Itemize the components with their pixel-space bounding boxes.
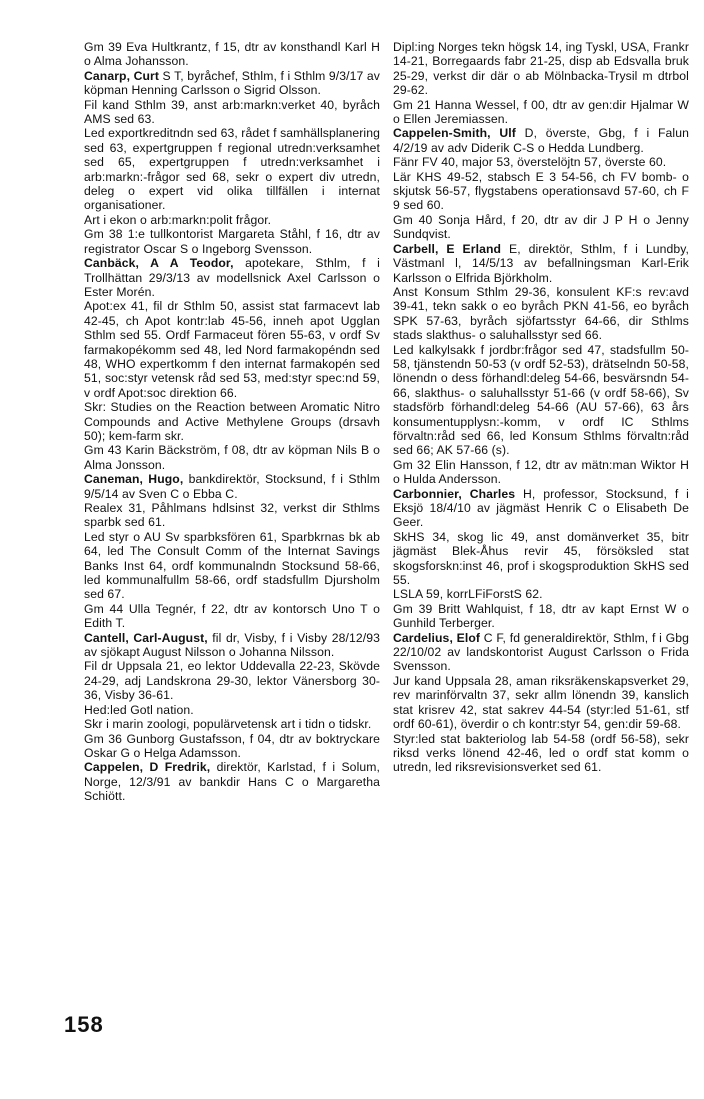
biography-paragraph [84, 443, 380, 472]
entry-text: Styr:led stat bakteriolog lab 54-58 (ordf 56-58), sekr riksd verks lönend 42-46, led o ordf stat komm o utredn, led riksrevisionsverket sed 61. [393, 731, 689, 775]
entry-name: Carbonnier, Charles [393, 486, 516, 501]
biography-paragraph [84, 227, 380, 256]
entry-text: Fil dr Uppsala 21, eo lektor Uddevalla 22-23, Skövde 24-29, adj Landskrona 29-30, lektor Vänersborg 30-36, Visby 36-61. [84, 659, 380, 703]
entry-text: Gm 39 Eva Hultkrantz, f 15, dtr av konsthandl Karl H o Alma Johansson. [84, 40, 380, 69]
page-number: 158 [64, 1012, 104, 1037]
entry-text: direktör, Karlstad, f i Solum, Norge, 12/3/91 av bankdir Hans C o Margaretha Schiött. [84, 760, 380, 804]
entry-name: Cardelius, Elof [393, 630, 481, 645]
entry-text: Realex 31, Påhlmans hdlsinst 32, verkst dir Sthlms sparbk sed 61. [84, 501, 380, 530]
entry-text: D, överste, Gbg, f i Falun 4/2/19 av adv Diderik C-S o Hedda Lundberg. [393, 126, 689, 155]
biography-paragraph [84, 501, 380, 530]
entry-text: H, professor, Stocksund, f i Eksjö 18/4/10 av jägmäst Henrik C o Elisabeth De Geer. [393, 486, 689, 530]
entry-text: Led styr o AU Sv sparbksfören 61, Sparbkrnas bk ab 64, led The Consult Comm of the Internat Savings Banks Inst 64, ordf kommunalndn Stocksund 58-66, led kommunalfullm 58-66, ordf stadsfullm Djursholm sed 67. [84, 529, 380, 602]
entry-text: Led exportkreditndn sed 63, rådet f samhällsplanering sed 63, expertgruppen f regional utredn:verksamhet sed 65, expertgruppen f utredn:verksamhet i arb:markn:-frågor sed 68, sekr o expert div utredn, deleg o expert vid olika tillfällen i internat organisationer. [84, 126, 380, 213]
entry-text: C F, fd generaldirektör, Sthlm, f i Gbg 22/10/02 av landskontorist August Carlsson o Frida Svensson. [393, 630, 689, 674]
entry-text: Gm 43 Karin Bäckström, f 08, dtr av köpman Nils B o Alma Jonsson. [84, 443, 380, 472]
entry-text: Skr: Studies on the Reaction between Aromatic Nitro Compounds and Active Methylene Groups (drsavh 50); kem-farm skr. [84, 400, 380, 443]
biography-paragraph [84, 717, 380, 731]
entry-text: Skr i marin zoologi, populärvetensk art i tidn o tidskr. [84, 717, 372, 732]
entry-name: Carbell, E Erland [393, 241, 502, 256]
biography-paragraph [84, 40, 380, 69]
biography-paragraph [393, 732, 689, 775]
entry-name: Caneman, Hugo, [84, 472, 184, 487]
entry-text: Lär KHS 49-52, stabsch E 3 54-56, ch FV bomb- o skjutsk 56-57, flygstabens operationsavd 57-60, ch F 9 sed 60. [393, 169, 689, 213]
entry-text: fil dr, Visby, f i Visby 28/12/93 av sjökapt August Nilsson o Johanna Nilsson. [84, 630, 380, 660]
biography-entry-heading [84, 631, 380, 660]
entry-text: Dipl:ing Norges tekn högsk 14, ing Tyskl, USA, Frankr 14-21, Borregaards fabr 21-25, disp ab Edsvalla bruk 25-29, verkst dir där o ab Mölnbacka-Trysil m dtrbol 29-62. [393, 40, 689, 98]
entry-text: Fil kand Sthlm 39, anst arb:markn:verket 40, byråch AMS sed 63. [84, 97, 380, 127]
biography-entry-heading [393, 487, 689, 530]
biography-paragraph [84, 213, 380, 227]
biography-paragraph [393, 155, 689, 169]
entry-text: Jur kand Uppsala 28, aman riksräkenskapsverket 29, rev marinförvaltn 37, sekr allm lönendn 39, kanslich stat krisrev 42, stat sakrev 44-54 (styr:led 51-61, stf ordf 60-61), överdir o ch kontr:styr 54, gen:dir 59-68. [393, 673, 689, 732]
entry-text: Gm 36 Gunborg Gustafsson, f 04, dtr av boktryckare Oskar G o Helga Adamsson. [84, 731, 380, 760]
biography-paragraph [84, 602, 380, 631]
entry-name: Canarp, Curt [84, 68, 160, 83]
entry-text: LSLA 59, korrLFiForstS 62. [393, 587, 543, 602]
entry-text: Gm 21 Hanna Wessel, f 00, dtr av gen:dir Hjalmar W o Ellen Jeremiassen. [393, 97, 689, 127]
biography-entry-heading [393, 631, 689, 674]
entry-text: Apot:ex 41, fil dr Sthlm 50, assist stat farmacevt lab 42-45, ch Apot kontr:lab 45-56, inneh apot Ugglan Sthlm sed 55. Ordf Farmaceut fören 55-63, v ordf Sv farmakopékomm sed 48, led Nord farmakopéndn sed 48, WHO expertkomm f den internat farmakopén sed 51, soc:styr vetensk råd sed 53, med:styr spec:nd 59, v ordf Apot:soc direktion 66. [84, 299, 380, 400]
right-column [393, 40, 689, 775]
biography-paragraph [84, 659, 380, 702]
biography-entry-heading [84, 69, 380, 98]
biography-paragraph [393, 213, 689, 242]
biography-paragraph [393, 40, 689, 98]
biography-paragraph [393, 285, 689, 343]
entry-text: Art i ekon o arb:markn:polit frågor. [84, 212, 272, 227]
entry-name: Cappelen, D Fredrik, [84, 760, 211, 775]
biography-paragraph [393, 458, 689, 487]
biography-paragraph [84, 530, 380, 602]
biography-paragraph [393, 343, 689, 458]
biography-paragraph [393, 530, 689, 588]
entry-text: Hed:led Gotl nation. [84, 702, 194, 717]
biography-entry-heading [393, 126, 689, 155]
biography-paragraph [84, 98, 380, 127]
entry-text: SkHS 34, skog lic 49, anst domänverket 35, bitr jägmäst Blek-Åhus revir 45, försöksled stat skogsforskn:inst 46, prof i skogsproduktion SkHS sed 55. [393, 529, 689, 588]
biography-entry-heading [393, 242, 689, 285]
entry-text: apotekare, Sthlm, f i Trollhättan 29/3/13 av modellsnick Axel Carlsson o Ester Morén. [84, 256, 380, 299]
biography-paragraph [393, 170, 689, 213]
left-column [84, 40, 380, 804]
entry-text: bankdirektör, Stocksund, f i Sthlm 9/5/14 av Sven C o Ebba C. [84, 472, 380, 501]
biography-entry-heading [84, 472, 380, 501]
entry-text: Gm 44 Ulla Tegnér, f 22, dtr av kontorsch Uno T o Edith T. [84, 601, 380, 631]
biography-entry-heading [84, 760, 380, 803]
entry-text: S T, byråchef, Sthlm, f i Sthlm 9/3/17 av köpman Henning Carlsson o Sigrid Olsson. [84, 68, 380, 98]
entry-name: Cantell, Carl-August, [84, 630, 208, 645]
entry-text: E, direktör, Sthlm, f i Lundby, Västmanl l, 14/5/13 av befallningsman Karl-Erik Karlsson o Elfrida Björkholm. [393, 241, 690, 285]
biography-paragraph [84, 299, 380, 400]
biography-paragraph [84, 732, 380, 761]
entry-text: Anst Konsum Sthlm 29-36, konsulent KF:s rev:avd 39-41, tekn sakk o eo byråch PKN 41-56, eo byråch SPK 57-63, byråch sjöfartsstyr 64-66, dir Sthlms stads slakthus- o saluhallsstyr sed 66. [393, 284, 689, 343]
biography-paragraph [393, 602, 689, 631]
biography-paragraph [393, 674, 689, 732]
entry-text: Led kalkylsakk f jordbr:frågor sed 47, stadsfullm 50-58, tjänstendn 50-53 (v ordf 52-53), drätselndn 50-58, lönendn o dess förhandl:deleg 54-66, besvärsndn 54-66, slakthus- o saluhallsstyr 51-66 (v ordf 58-66), Sv stadsförb förhandl:deleg 54-66 (AU 57-66), 63 års konsumentupplysn:-komm, v ordf IC Sthlms förvaltn:råd sed 66, led Konsum Sthlms förvaltn:råd sed 66; AK 57-66 (s). [393, 342, 689, 458]
biography-entry-heading [84, 256, 380, 299]
biography-paragraph [84, 400, 380, 443]
entry-text: Fänr FV 40, major 53, överstelöjtn 57, överste 60. [393, 155, 667, 170]
entry-name: Cappelen-Smith, Ulf [393, 126, 516, 141]
entry-text: Gm 40 Sonja Hård, f 20, dtr av dir J P H o Jenny Sundqvist. [393, 212, 689, 242]
entry-text: Gm 32 Elin Hansson, f 12, dtr av mätn:man Wiktor H o Hulda Andersson. [393, 457, 689, 487]
entry-text: Gm 39 Britt Wahlquist, f 18, dtr av kapt Ernst W o Gunhild Terberger. [393, 601, 689, 631]
entry-text: Gm 38 1:e tullkontorist Margareta Ståhl, f 16, dtr av registrator Oscar S o Ingeborg Svensson. [84, 227, 380, 256]
biography-paragraph [393, 587, 689, 601]
biography-paragraph [393, 98, 689, 127]
entry-name: Canbäck, A A Teodor, [84, 256, 234, 271]
biography-paragraph [84, 126, 380, 212]
biography-paragraph [84, 703, 380, 717]
